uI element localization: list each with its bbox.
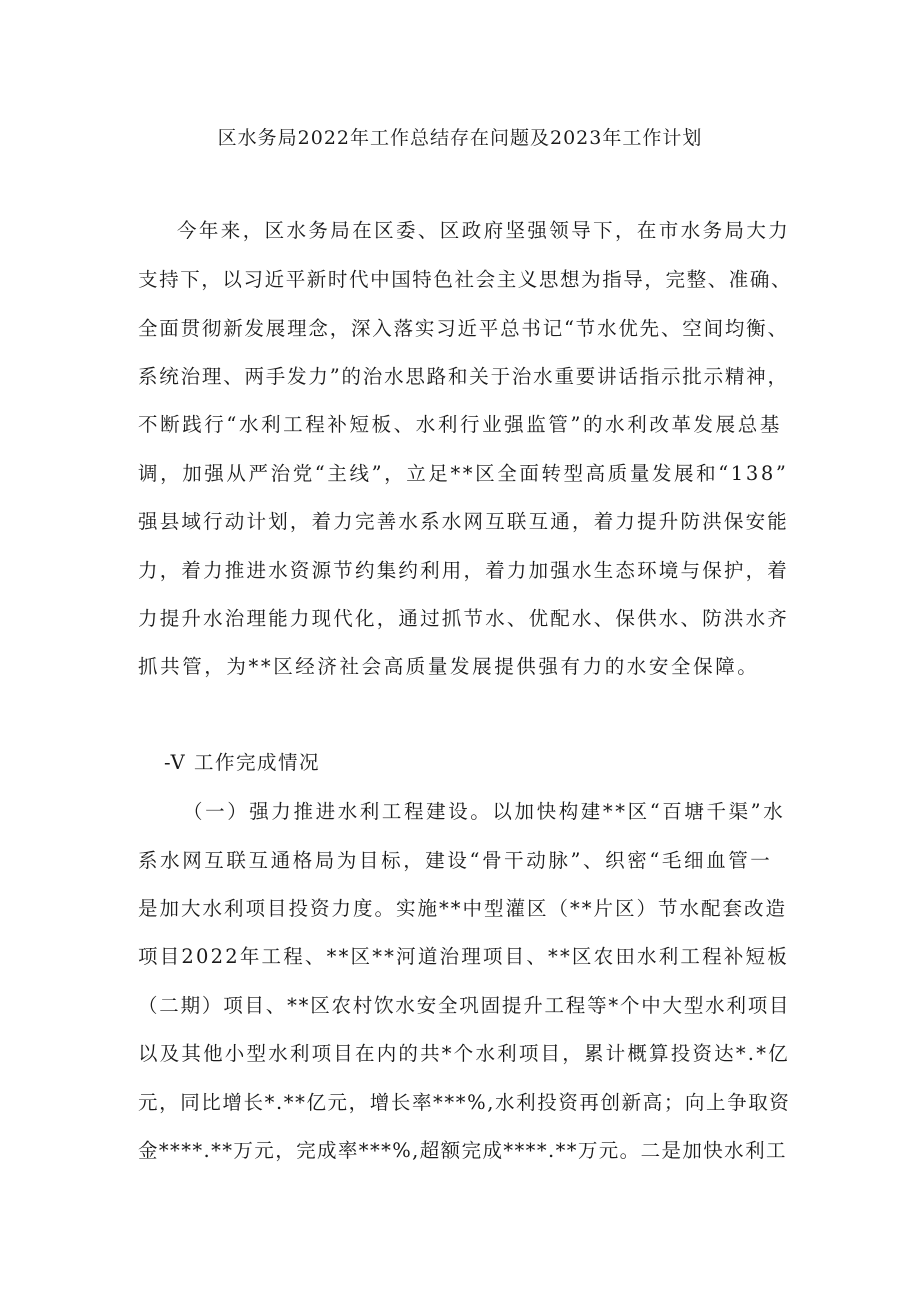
paragraph-line: 项目2022年工程、**区**河道治理项目、**区农田水利工程补短板 — [138, 945, 789, 968]
paragraph-line: （二期）项目、**区农村饮水安全巩固提升工程等*个中大型水利项目 — [138, 994, 791, 1017]
paragraph-line: 系水网互联互通格局为目标，建设“骨干动脉”、织密“毛细血管一 — [138, 849, 773, 872]
paragraph-line: 是加大水利项目投资力度。实施**中型灌区（**片区）节水配套改造 — [138, 897, 788, 920]
paragraph-line: 以及其他小型水利项目在内的共*个水利项目，累计概算投资达*.*亿 — [138, 1042, 790, 1065]
paragraph-line: 支持下，以习近平新时代中国特色社会主义思想为指导，完整、准确、 — [138, 268, 793, 291]
paragraph-line: 强县域行动计划，着力完善水系水网互联互通，着力提升防洪保安能 — [138, 510, 790, 533]
paragraph-line: 不断践行“水利工程补短板、水利行业强监管”的水利改革发展总基 — [138, 413, 782, 436]
paragraph-line: 金****.**万元，完成率***%,超额完成****.**万元。二是加快水利工 — [138, 1139, 787, 1162]
paragraph-line: 元，同比增长*.**亿元，增长率***%,水利投资再创新高；向上争取资 — [138, 1091, 791, 1114]
paragraph-line: 调，加强从严治党“主线”，立足**区全面转型高质量发展和“138” — [138, 462, 789, 485]
document-title: 区水务局2022年工作总结存在问题及2023年工作计划 — [217, 127, 703, 149]
paragraph-line: 全面贯彻新发展理念，深入落实习近平总书记“节水优先、空间均衡、 — [138, 317, 789, 340]
paragraph-line: 力，着力推进水资源节约集约利用，着力加强水生态环境与保护，着 — [138, 559, 790, 582]
paragraph-line: （一）强力推进水利工程建设。以加快构建**区“百塘千渠”水 — [183, 800, 786, 823]
paragraph-line: 今年来，区水务局在区委、区政府坚强领导下，在市水务局大力 — [177, 219, 791, 242]
paragraph-line: 系统治理、两手发力”的治水思路和关于治水重要讲话指示批示精神， — [138, 365, 789, 388]
paragraph-line: 抓共管，为**区经济社会高质量发展提供强有力的水安全保障。 — [138, 655, 760, 678]
section-heading: -V 工作完成情况 — [164, 751, 320, 774]
paragraph-line: 力提升水治理能力现代化，通过抓节水、优配水、保供水、防洪水齐 — [138, 607, 790, 630]
